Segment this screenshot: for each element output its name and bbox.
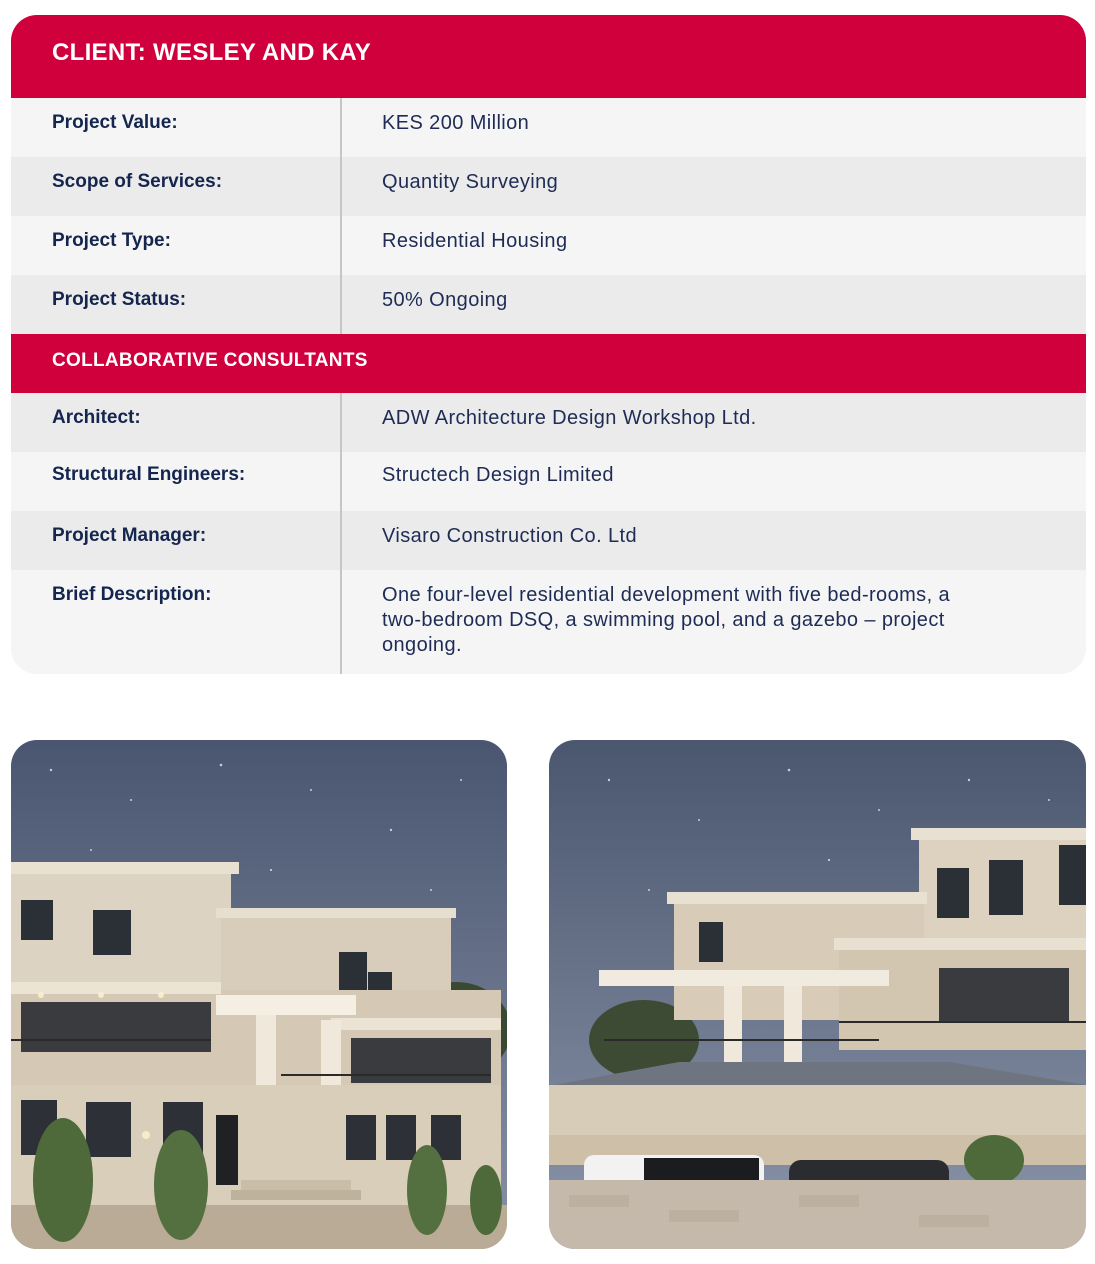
row-label: Project Manager: [11,511,342,570]
table-row [11,570,1086,674]
table-row [11,511,1086,570]
row-label: Project Value: [11,98,342,157]
row-value: Residential Housing [382,230,568,252]
row-value: One four-level residential development with five bed-rooms, a two-bedroom DSQ, a swimming pool, and a gazebo – project ongoing. [382,584,951,656]
row-value: KES 200 Million [382,112,530,134]
table-row [11,216,1086,275]
row-value: Visaro Construction Co. Ltd [382,525,637,547]
row-label: Scope of Services: [11,157,342,216]
row-label: Project Type: [11,216,342,275]
table-row [11,452,1086,511]
row-value: Structech Design Limited [382,464,614,486]
row-value: 50% Ongoing [382,289,508,311]
row-label: Brief Description: [11,570,342,674]
row-label: Architect: [11,393,342,452]
table-row [11,157,1086,216]
row-value: Quantity Surveying [382,171,559,193]
client-header: CLIENT: WESLEY AND KAY [11,15,1086,98]
row-value: ADW Architecture Design Workshop Ltd. [382,407,757,429]
row-label: Structural Engineers: [11,452,342,511]
house-render-left [11,740,507,1249]
table-row [11,275,1086,334]
row-label: Project Status: [11,275,342,334]
table-row [11,393,1086,452]
house-render-right [549,740,1086,1249]
table-row [11,98,1086,157]
project-info-card [11,15,1086,674]
consultants-header: COLLABORATIVE CONSULTANTS [11,334,1086,393]
